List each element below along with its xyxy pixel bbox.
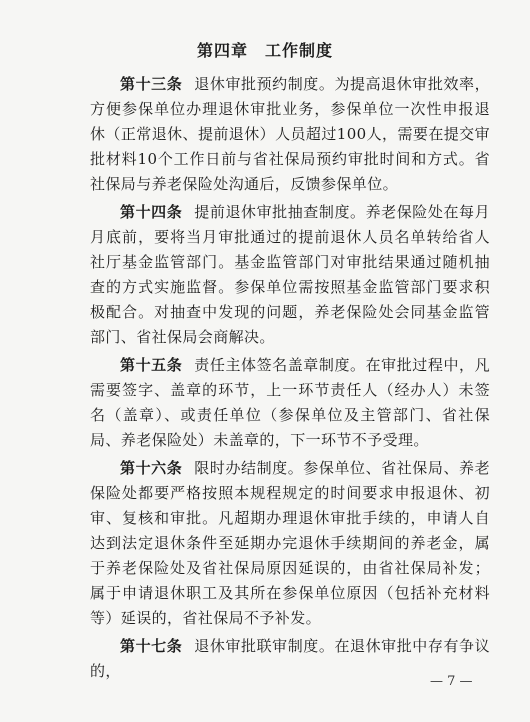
article-14 [90, 200, 490, 350]
article-15 [90, 353, 490, 453]
article-text: 限时办结制度。参保单位、省社保局、养老保险处都要严格按照本规程规定的时间要求申报退休、初审、复核和审批。凡超期办理退休审批手续的，申请人自达到法定退休条件至延期办完退休手续期间的养老金，属于养老保险处及省社保局原因延误的，由省社保局补发；属于申请退休职工及其所在参保单位原因（包括补充材料等）延误的，省社保局不予补发。 [90, 459, 490, 627]
chapter-title: 第四章 工作制度 [196, 41, 333, 60]
document-body [90, 72, 490, 687]
article-13 [90, 72, 490, 197]
article-text: 退休审批联审制度。在退休审批中存有争议的， [90, 637, 490, 680]
article-text: 提前退休审批抽查制度。养老保险处在每月月底前，要将当月审批通过的提前退休人员名单转给省人社厅基金监管部门。基金监管部门对审批结果通过随机抽查的方式实施监督。参保单位需按照基金监管部门要求积极配合。对抽查中发现的问题，养老保险处会同基金监管部门、省社保局会商解决。 [90, 203, 490, 346]
article-number: 第十五条 [120, 356, 183, 374]
article-number: 第十三条 [120, 75, 183, 93]
article-number: 第十四条 [120, 203, 183, 221]
article-number: 第十七条 [120, 637, 183, 655]
page-number: — 7 — [430, 674, 473, 689]
article-16 [90, 456, 490, 631]
article-number: 第十六条 [120, 459, 183, 477]
article-text: 责任主体签名盖章制度。在审批过程中，凡需要签字、盖章的环节，上一环节责任人（经办人）未签名（盖章）、或责任单位（参保单位及主管部门、省社保局、养老保险处）未盖章的，下一环节不予受理。 [90, 356, 490, 449]
article-text: 退休审批预约制度。为提高退休审批效率，方便参保单位办理退休审批业务，参保单位一次性申报退休（正常退休、提前退休）人员超过100人，需要在提交审批材料10个工作日前与省社保局预约审批时间和方式。省社保局与养老保险处沟通后，反馈参保单位。 [90, 75, 490, 193]
